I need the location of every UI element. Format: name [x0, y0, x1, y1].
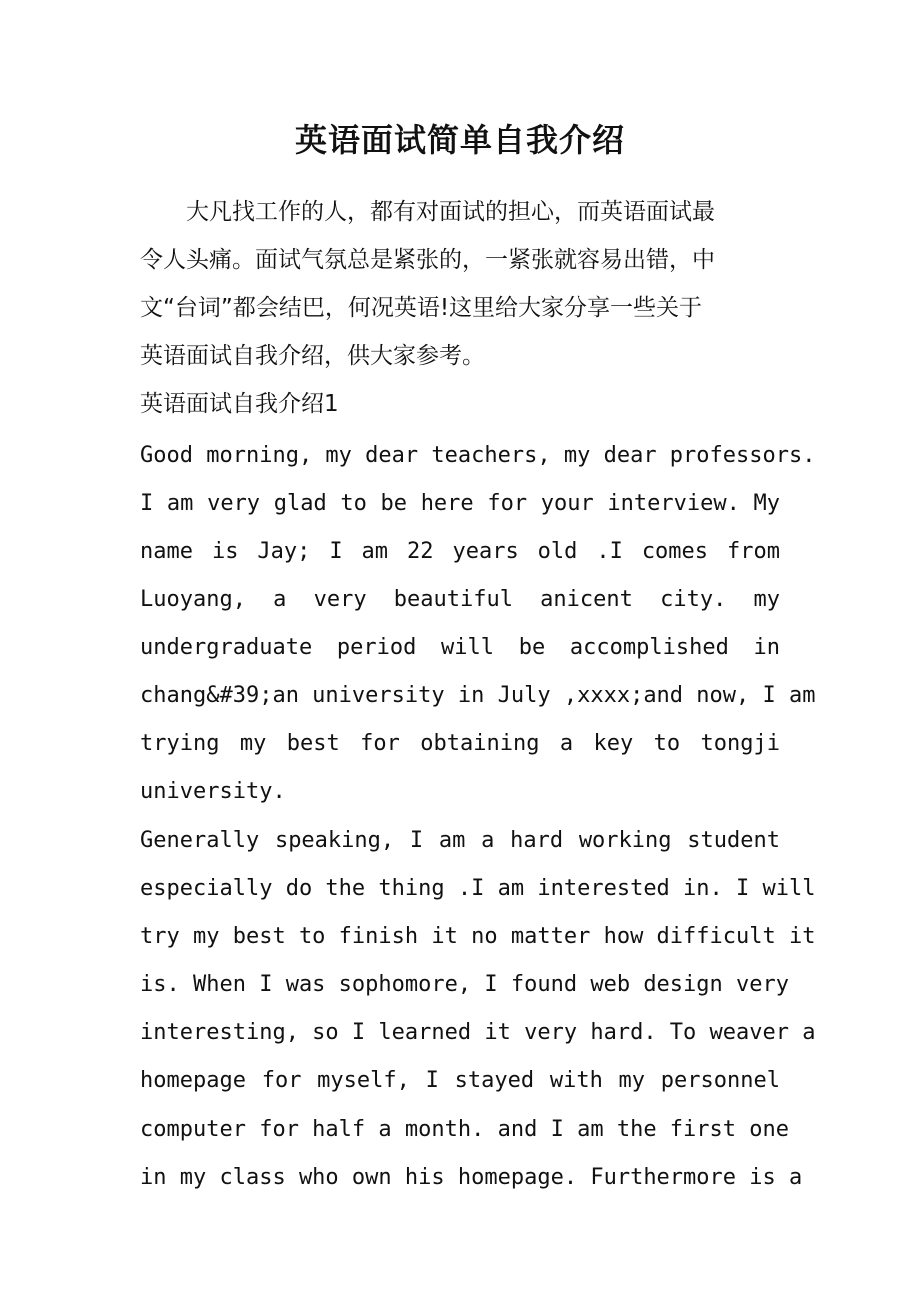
paragraph-line: is. When I was sophomore, I found web design very	[140, 972, 790, 997]
paragraph-line: interesting, so I learned it very hard. To weaver a	[140, 1020, 816, 1045]
paragraph-line: especially do the thing .I am interested in. I will	[140, 876, 816, 901]
paragraph-line: name is Jay; I am 22 years old .I comes from	[140, 539, 780, 564]
paragraph-line: Good morning, my dear teachers, my dear professors.	[140, 443, 816, 468]
paragraph-line: try my best to finish it no matter how difficult it	[140, 924, 816, 949]
intro-line: 文“台词”都会结巴，何况英语!这里给大家分享一些关于	[140, 295, 703, 321]
paragraph-line: computer for half a month. and I am the first one	[140, 1117, 790, 1142]
paragraph-line: homepage for myself, I stayed with my personnel	[140, 1068, 780, 1093]
intro-line: 大凡找工作的人，都有对面试的担心，而英语面试最	[140, 199, 715, 225]
paragraph-line: Generally speaking, I am a hard working student	[140, 828, 780, 853]
paragraph-line: I am very glad to be here for your interview. My	[140, 491, 780, 516]
intro-line: 令人头痛。面试气氛总是紧张的，一紧张就容易出错，中	[140, 247, 715, 273]
paragraph-line: Luoyang, a very beautiful anicent city. my	[140, 587, 780, 612]
intro-line: 英语面试自我介绍，供大家参考。	[140, 343, 485, 369]
document-title: 英语面试简单自我介绍	[294, 121, 625, 159]
paragraph-line: trying my best for obtaining a key to tongji	[140, 731, 780, 756]
paragraph-line: undergraduate period will be accomplished in	[140, 635, 780, 660]
paragraph-line: in my class who own his homepage. Furthermore is a	[140, 1165, 803, 1190]
paragraph-line: chang&#39;an university in July ,xxxx;and now, I am	[140, 683, 816, 708]
section-heading: 英语面试自我介绍1	[140, 391, 339, 417]
paragraph-line: university.	[140, 779, 286, 804]
